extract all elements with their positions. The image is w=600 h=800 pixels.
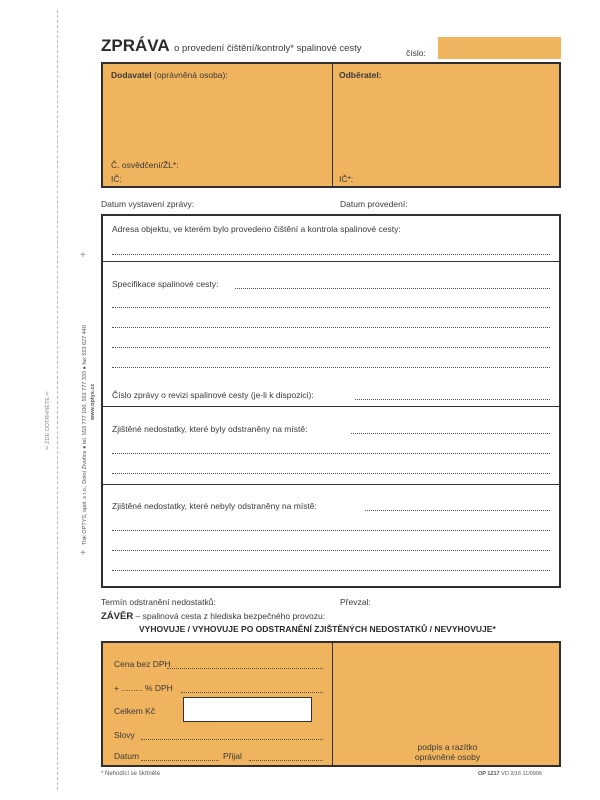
performed-date-label: Datum provedení: — [340, 199, 408, 209]
title-subtitle: o provedení čištění/kontroly* spalinové cesty — [174, 43, 362, 54]
details-box — [101, 214, 561, 588]
customer-label: Odběratel: — [339, 70, 382, 80]
words-label: Slovy — [114, 730, 135, 740]
unfixed-defects-label: Zjištěné nedostatky, které nebyly odstraněny na místě: — [112, 501, 317, 511]
conclusion-line: ZÁVĚR – spalinová cesta z hlediska bezpečného provozu: — [101, 611, 326, 622]
spec-label: Specifikace spalinové cesty: — [112, 279, 219, 289]
signature-caption: podpis a razítko oprávněné osoby — [414, 742, 481, 762]
pricing-box — [101, 641, 561, 767]
vat-label: + ......... % DPH — [114, 683, 173, 693]
plus-mark-bottom: + — [80, 548, 86, 559]
total-field[interactable] — [183, 697, 312, 722]
received-by-label: Převzal: — [340, 597, 371, 607]
deadline-label: Termín odstranění nedostatků: — [101, 597, 216, 607]
fixed-defects-label: Zjištěné nedostatky, které byly odstraněny na místě: — [112, 424, 308, 434]
supplier-label: Dodavatel (oprávněná osoba): — [111, 70, 228, 80]
date-label: Datum — [114, 751, 140, 761]
footnote: * Nehodící se škrtněte — [101, 771, 161, 777]
publisher-web: www.optys.cz — [90, 383, 96, 420]
total-label: Celkem Kč — [114, 706, 156, 716]
price-no-vat-label: Cena bez DPH — [114, 659, 171, 669]
number-label: číslo: — [406, 48, 426, 58]
customer-ico-label: IČ*: — [339, 174, 354, 184]
verdict-text: VYHOVUJE / VYHOVUJE PO ODSTRANĚNÍ ZJIŠTĚNÝCH NEDOSTATKŮ / NEVYHOVUJE* — [139, 624, 496, 634]
revision-label: Číslo zprávy o revizi spalinové cesty (je-li k dispozici): — [112, 390, 314, 400]
form-code: OP 1217 VD 2/16 11/0906 — [478, 771, 543, 777]
plus-mark-top: + — [80, 250, 86, 261]
perforation-line — [57, 10, 58, 790]
received-label: Přijal — [223, 751, 242, 761]
issue-date-label: Datum vystavení zprávy: — [101, 199, 195, 209]
form-title — [101, 36, 362, 56]
title-bold: ZPRÁVA — [101, 36, 170, 55]
supplier-ico-label: IČ: — [111, 174, 122, 184]
publisher-info: Tisk OPTYS, spol. s r.o., Dolní Životice ● tel. 553 777 100, 553 777 333 ● fax 553 627 440 — [82, 325, 88, 545]
address-label: Adresa objektu, ve kterém bylo provedeno čištění a kontrola spalinové cesty: — [112, 224, 401, 234]
cut-here-label: ✂ ZDE ODTRHNĚTE ✂ — [45, 390, 51, 450]
certificate-label: Č. osvědčení/ŽL*: — [111, 160, 179, 170]
number-field[interactable] — [438, 37, 561, 59]
parties-box — [101, 62, 561, 188]
